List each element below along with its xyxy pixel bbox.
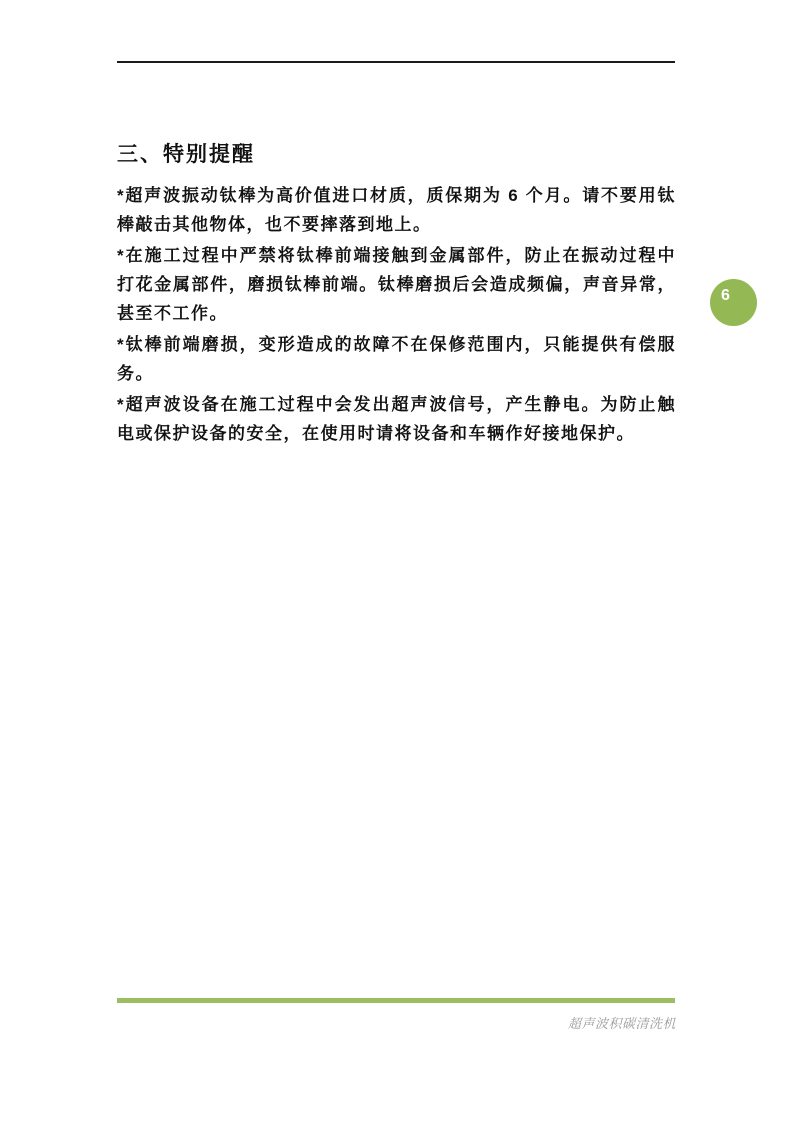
body-paragraph: *钛棒前端磨损，变形造成的故障不在保修范围内，只能提供有偿服务。 <box>117 335 676 383</box>
section-heading: 三、特别提醒 <box>117 143 255 166</box>
body-paragraph: *超声波设备在施工过程中会发出超声波信号，产生静电。为防止触电或保护设备的安全，在使用时请将设备和车辆作好接地保护。 <box>117 395 676 443</box>
body-paragraph: *在施工过程中严禁将钛棒前端接触到金属部件，防止在振动过程中打花金属部件，磨损钛棒前端。钛棒磨损后会造成频偏，声音异常，甚至不工作。 <box>117 246 676 323</box>
body-paragraph: *超声波振动钛棒为高价值进口材质，质保期为 6 个月。请不要用钛棒敲击其他物体，也不要摔落到地上。 <box>117 186 676 234</box>
page-number: 6 <box>721 287 730 304</box>
page-number-badge <box>710 279 757 326</box>
header-rule <box>117 61 675 63</box>
footer-doc-title: 超声波积碳清洗机 <box>567 1016 676 1031</box>
footer-rule <box>117 998 675 1003</box>
body-content <box>117 181 676 450</box>
